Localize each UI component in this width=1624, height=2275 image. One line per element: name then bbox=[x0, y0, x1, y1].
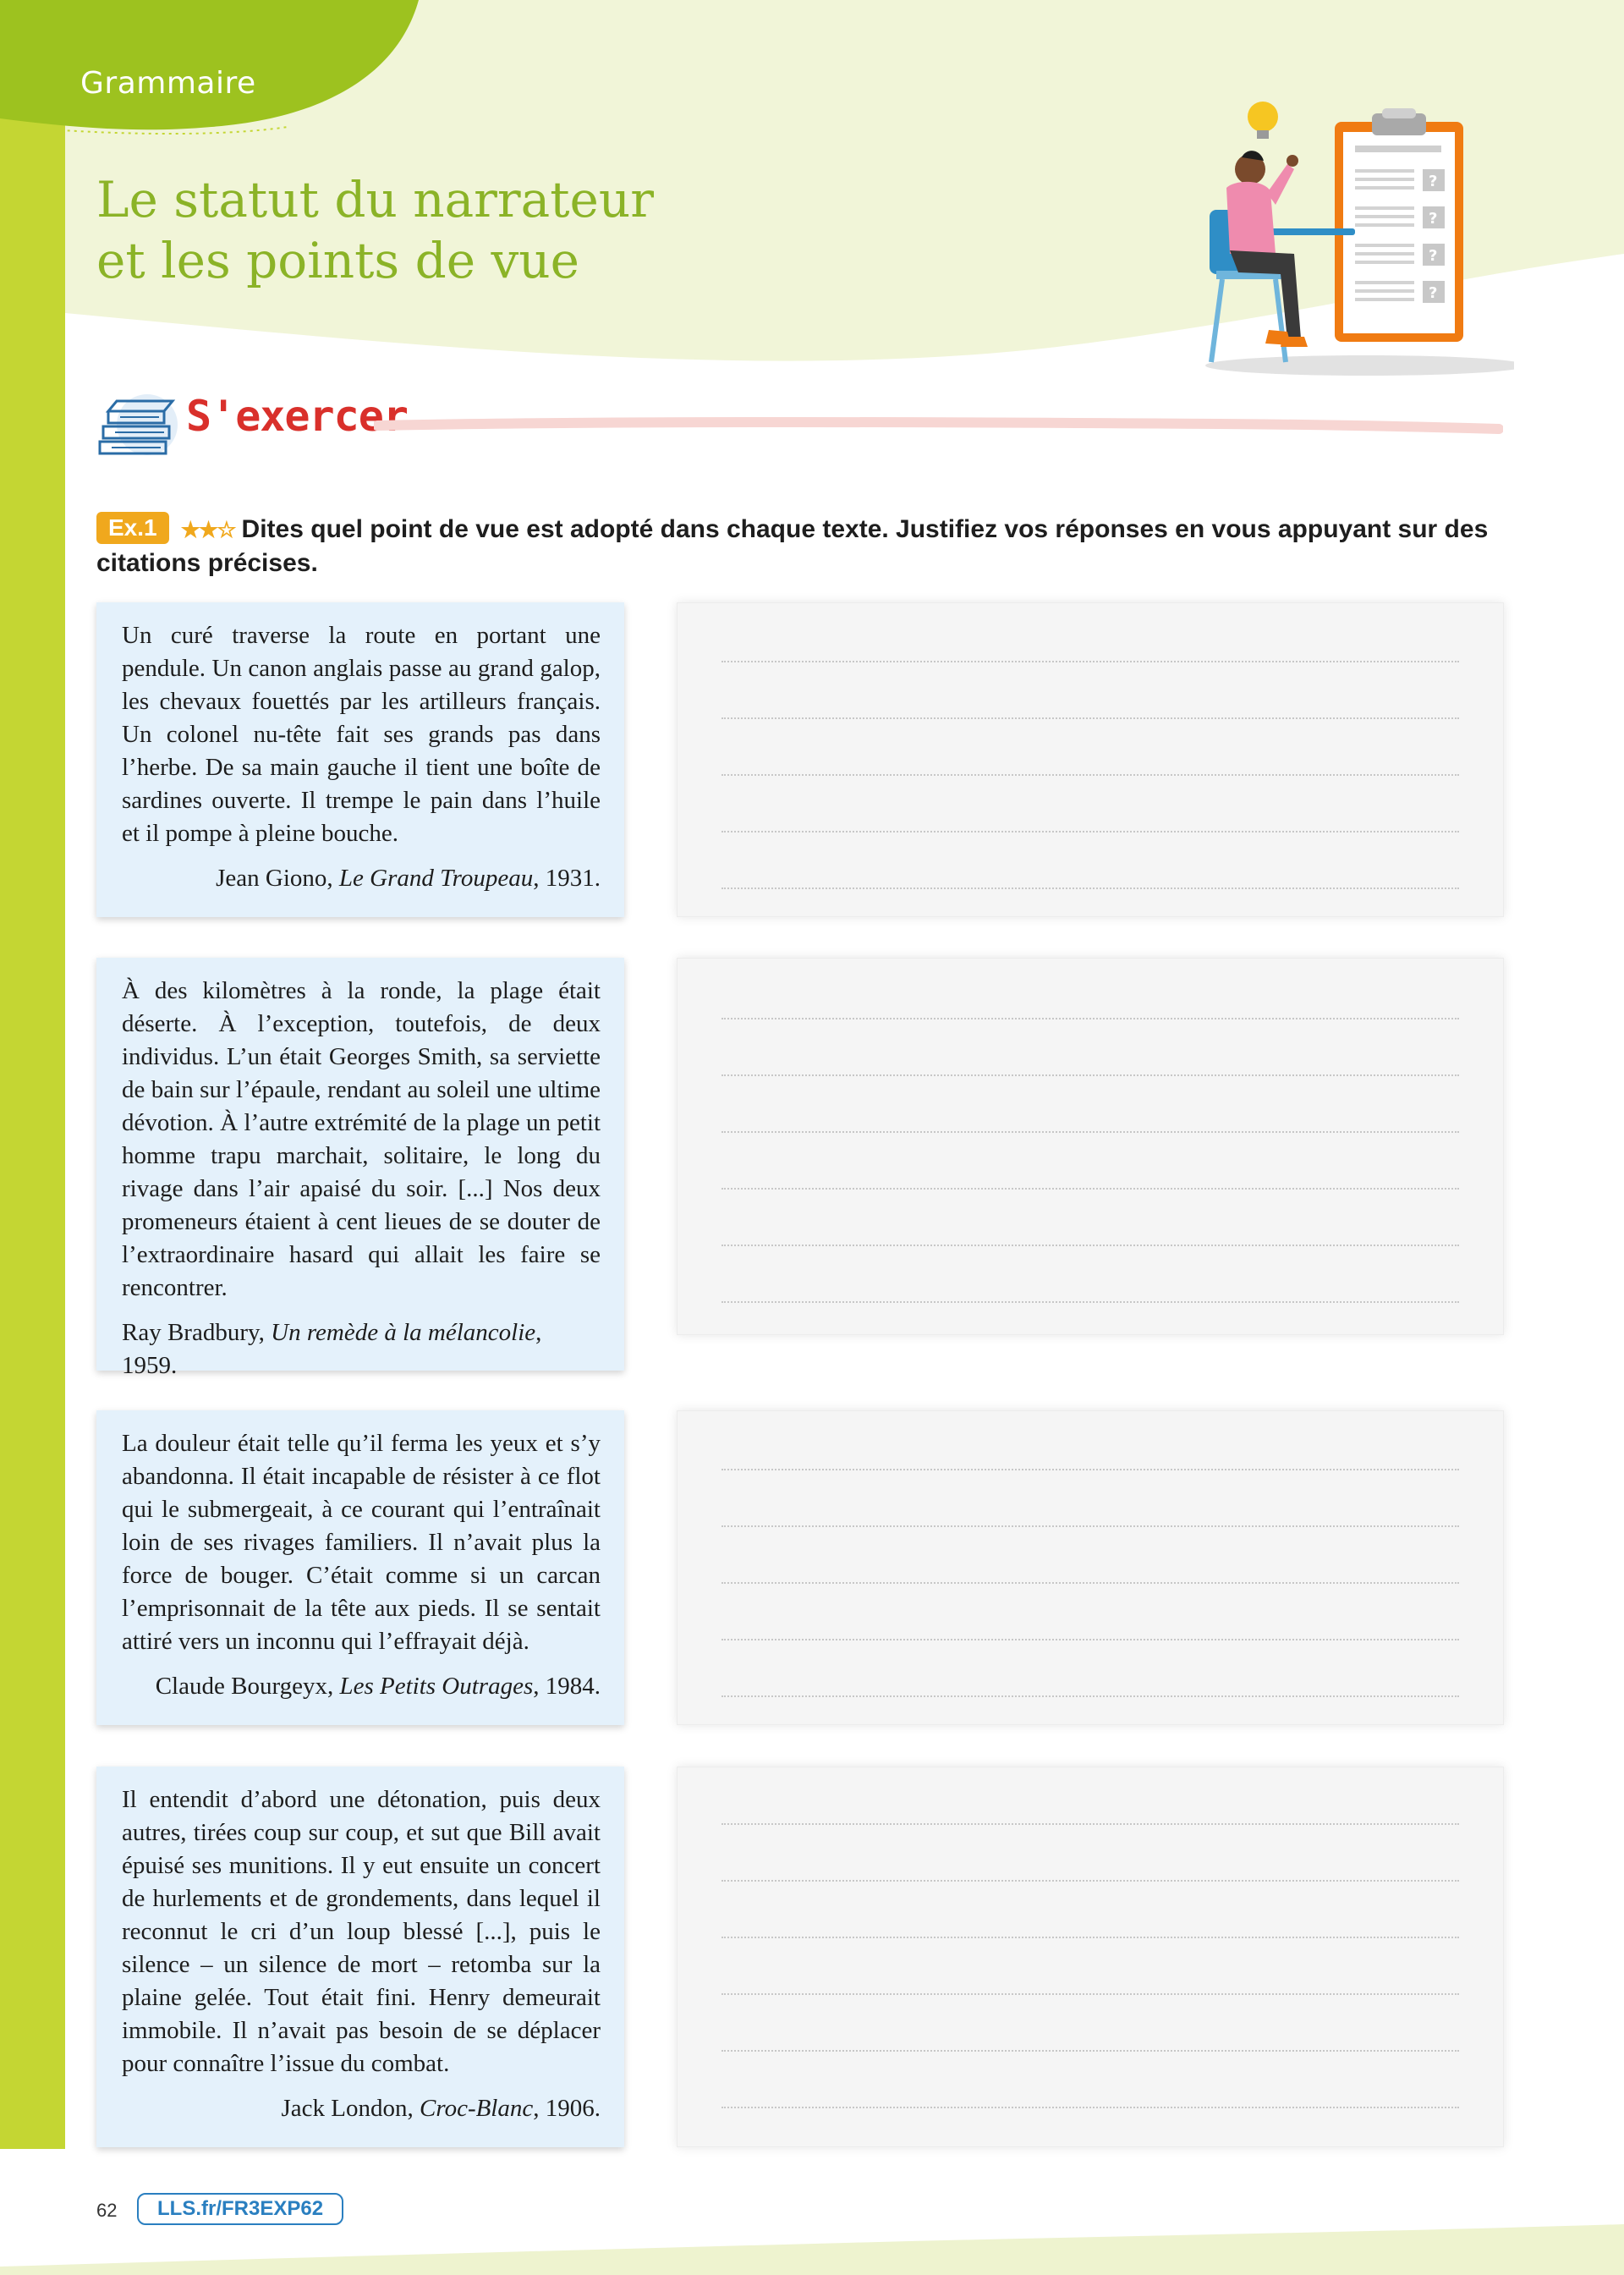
svg-text:?: ? bbox=[1429, 210, 1438, 228]
text-box-4 bbox=[96, 1767, 624, 2147]
text-source: Jean Giono, Le Grand Troupeau, 1931. bbox=[216, 865, 601, 892]
student-clipboard-illustration bbox=[1176, 93, 1514, 381]
books-icon bbox=[95, 389, 188, 457]
exercer-heading bbox=[95, 385, 1503, 461]
exercise-badge: Ex.1 bbox=[96, 512, 169, 544]
text-box-1 bbox=[96, 602, 624, 917]
page-number: 62 bbox=[96, 2200, 118, 2221]
svg-text:?: ? bbox=[1429, 173, 1438, 190]
heading-underline bbox=[374, 417, 1503, 434]
text-box-2 bbox=[96, 958, 624, 1379]
page-title bbox=[96, 169, 858, 291]
text-excerpt: À des kilomètres à la ronde, la plage était déserte. À l’exception, toutefois, de deux individus. L’un était Georges Smith, sa serviette de bain sur l’épaule, rendant au soleil une ultime dévotion. À l’autre extrémité de la plage un petit homme trapu marchait, solitaire, le long du rivage dans l’air apaisé du soir. [...] Nos deux promeneurs étaient à cent lieues de se douter de l’extraordinaire hasard qui allait les faire se rencontrer. bbox=[122, 977, 601, 1301]
instruction-text: Dites quel point de vue est adopté dans chaque texte. Justifiez vos réponses en vous appuyant sur des citations précises. bbox=[96, 515, 1489, 577]
text-excerpt: Un curé traverse la route en portant une pendule. Un canon anglais passe au grand galop, les chevaux fouettés par les artilleurs français. Un colonel nu-tête fait ses grands pas dans l’herbe. De sa main gauche il tient une boîte de sardines ouverte. Il trempe le pain dans l’huile et il pompe à pleine bouche. bbox=[122, 622, 601, 847]
exercer-label: S'exercer bbox=[186, 392, 408, 441]
difficulty-stars-icon: ★★☆ bbox=[180, 517, 235, 542]
left-accent-band bbox=[0, 0, 65, 2149]
text-source: Ray Bradbury, Un remède à la mélancolie, 1959. bbox=[122, 1319, 542, 1379]
answer-area-4[interactable] bbox=[677, 1767, 1504, 2147]
title-line-1: Le statut du narrateur bbox=[96, 171, 654, 228]
exercise-instruction bbox=[96, 512, 1509, 580]
section-label: Grammaire bbox=[80, 66, 256, 101]
text-source: Jack London, Croc-Blanc, 1906. bbox=[281, 2095, 601, 2122]
footer-wave bbox=[0, 2224, 1624, 2275]
lls-link[interactable]: LLS.fr/FR3EXP62 bbox=[137, 2193, 343, 2225]
text-box-3 bbox=[96, 1410, 624, 1725]
text-source: Claude Bourgeyx, Les Petits Outrages, 1984. bbox=[155, 1673, 601, 1700]
text-excerpt: Il entendit d’abord une détonation, puis deux autres, tirées coup sur coup, et sut que Bill avait épuisé ses munitions. Il y eut ensuite un concert de hurlements et de grondements, dans lequel il reconnut le cri d’un loup blessé [...], puis le silence – un silence de mort – retomba sur la plaine gelée. Tout était fini. Henry demeurait immobile. Il n’avait pas besoin de se déplacer pour connaître l’issue du combat. bbox=[122, 1786, 601, 2077]
title-line-2: et les points de vue bbox=[96, 232, 579, 289]
answer-area-1[interactable] bbox=[677, 602, 1504, 917]
text-excerpt: La douleur était telle qu’il ferma les yeux et s’y abandonna. Il était incapable de résister à ce flot qui le submergeait, à ce courant qui l’entraînait loin de ses rivages familiers. Il n’avait plus la force de bouger. C’était comme si un carcan l’emprisonnait de la tête aux pieds. Il se sentait attiré vers un inconnu qui l’effrayait déjà. bbox=[122, 1430, 601, 1655]
svg-text:?: ? bbox=[1429, 247, 1438, 265]
answer-area-3[interactable] bbox=[677, 1410, 1504, 1725]
svg-text:?: ? bbox=[1429, 284, 1438, 302]
answer-area-2[interactable] bbox=[677, 958, 1504, 1335]
